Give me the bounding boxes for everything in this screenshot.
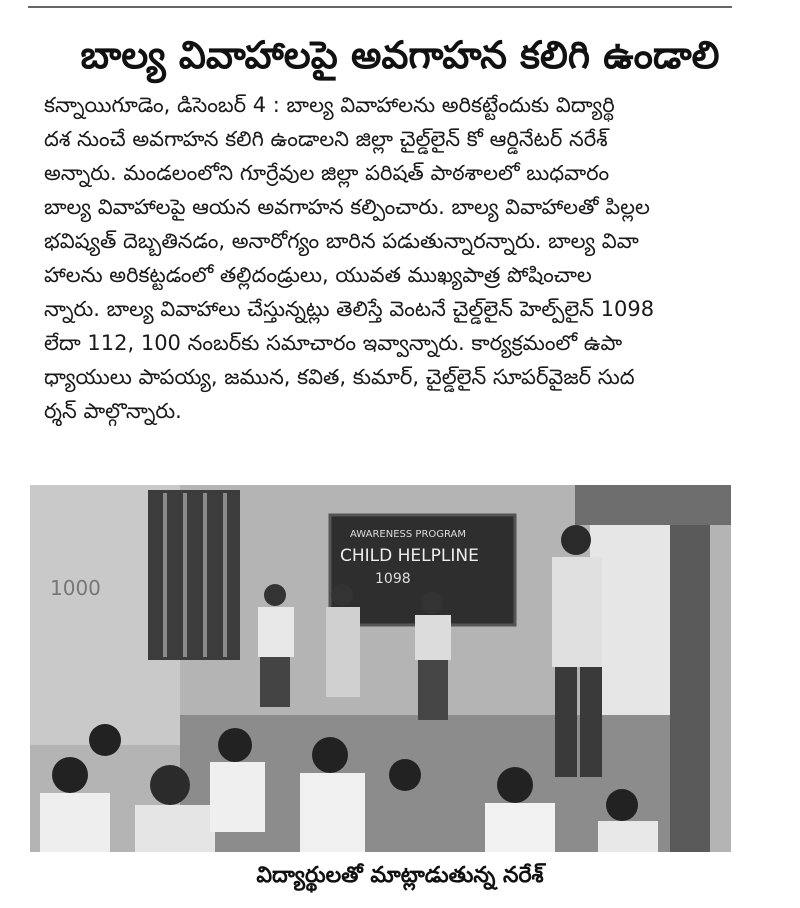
board-text-line: 1098 (375, 571, 411, 587)
board-text-line: CHILD HELPLINE (340, 546, 479, 566)
body-line: ర్శన్ పాల్గొన్నారు. (44, 399, 182, 423)
body-line: లేదా 112, 100 నంబర్‌కు సమాచారం ఇవ్వాన్నారు. కార్యక్రమంలో ఉపా (44, 331, 623, 355)
board-text-line: AWARENESS PROGRAM (350, 529, 467, 540)
pillar (670, 525, 710, 852)
article-headline: బాల్య వివాహాలపై అవగాహన కలిగి ఉండాలి (80, 33, 720, 77)
body-line: న్నారు. బాల్య వివాహాలు చేస్తున్నట్లు తెలిస్తే వెంటనే చైల్డ్‌లైన్ హెల్ప్‌లైన్ 1098 (44, 297, 655, 321)
ceiling-beam (575, 485, 731, 525)
body-line: దశ నుంచే అవగాహన కలిగి ఉండాలని జిల్లా చైల్డ్‌లైన్ కో ఆర్డినేటర్ నరేశ్ (44, 127, 608, 151)
article-body (44, 88, 744, 428)
photo-illustration (30, 485, 731, 852)
top-rule (28, 6, 732, 8)
body-line: హాలను అరికట్టడంలో తల్లిదండ్రులు, యువత ముఖ్యపాత్ర పోషించాల (44, 263, 592, 287)
photo-caption: విద్యార్థులతో మాట్లాడుతున్న నరేశ్ (256, 863, 544, 888)
body-line: అన్నారు. మండలంలోని గూర్రేవుల జిల్లా పరిషత్ పాఠశాలలో బుధవారం (44, 161, 610, 185)
wall-text: 1000 (50, 576, 101, 600)
body-line: బాల్య వివాహాలపై ఆయన అవగాహన కల్పించారు. బాల్య వివాహాలతో పిల్లల (44, 195, 650, 219)
body-line: కన్నాయిగూడెం, డిసెంబర్ 4 : బాల్య వివాహాలను అరికట్టేందుకు విద్యార్థి (44, 93, 615, 117)
news-photo (30, 485, 731, 852)
standing-speaker (552, 525, 602, 777)
body-line: ధ్యాయులు పాపయ్య, జమున, కవిత, కుమార్, చైల్డ్‌లైన్ సూపర్‌వైజర్ సుద (44, 365, 635, 389)
body-line: భవిష్యత్ దెబ్బతినడం, అనారోగ్యం బారిన పడుతున్నారన్నారు. బాల్య వివా (44, 229, 639, 253)
